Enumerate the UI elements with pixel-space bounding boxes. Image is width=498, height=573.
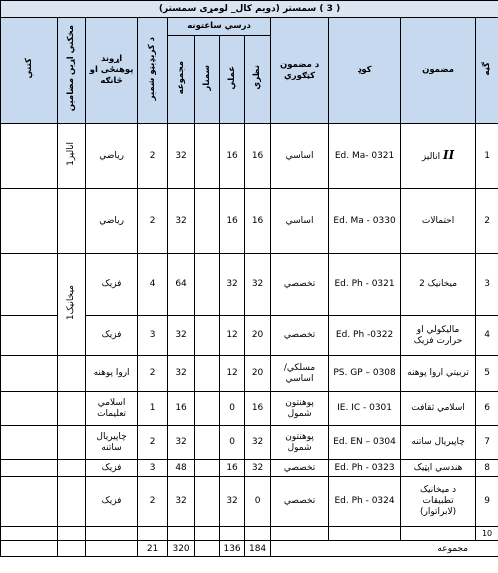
row-num: 4 [476,316,498,356]
header-theory: نظري [245,36,271,124]
totals-practical: 136 [220,541,245,557]
row-num: 10 [476,527,498,541]
subject-roman: II [442,147,455,162]
header-subject: مضمون [401,18,476,124]
header-total: مجموعه [168,36,195,124]
row-practical: 0 [220,392,245,426]
row-theory: 20 [245,356,271,392]
row-theory: 20 [245,316,271,356]
row-num: 7 [476,426,498,460]
row-total: 32 [168,356,195,392]
totals-notes [1,541,58,557]
row-type: مسلکي/ اساسي [271,356,329,392]
row-seminar [195,477,220,527]
row-prereq [58,460,86,477]
header-prereq: مخکني اړین مضامین [58,18,86,124]
header-practical: عملي [220,36,245,124]
row-theory: 32 [245,460,271,477]
row-notes [1,460,58,477]
row-subject: میخانیک 2 [401,254,476,316]
row-theory: 0 [245,477,271,527]
table-row [1,527,498,541]
row-code: Ed. Ph - 0323 [329,460,401,477]
row-credit: 2 [138,426,168,460]
header-dept: اړوند پوهنځی او څانګه [86,18,138,124]
row-dept: چاپیریال ساتنه [86,426,138,460]
row-dept: رياضي [86,189,138,254]
row-notes [1,316,58,356]
table-row [1,460,498,477]
row-seminar [195,392,220,426]
row-prereq [58,189,86,254]
row-theory: 16 [245,189,271,254]
row-dept: فزیک [86,254,138,316]
row-code: PS. GP – 0308 [329,356,401,392]
row-notes [1,392,58,426]
row-practical: 0 [220,426,245,460]
header-notes: کتنې [1,18,58,124]
row-credit: 2 [138,356,168,392]
row-seminar [195,124,220,189]
totals-credit: 21 [138,541,168,557]
row-seminar [195,527,220,541]
row-total: 32 [168,124,195,189]
row-dept: فزیک [86,477,138,527]
table-row [1,254,498,316]
table-row [1,189,498,254]
totals-row [1,541,498,557]
row-total [168,527,195,541]
row-code: Ed. Ph -0322 [329,316,401,356]
header-type: د مضمون کټګوري [271,18,329,124]
row-prereq [58,426,86,460]
row-credit: 2 [138,189,168,254]
row-practical [220,527,245,541]
row-practical: 12 [220,316,245,356]
row-prereq: میخانیک1 [58,254,86,356]
row-dept: فزیک [86,460,138,477]
row-total: 32 [168,477,195,527]
header-hours-group: درسي ساعتونه [168,18,271,36]
row-total: 32 [168,316,195,356]
row-dept: رياضي [86,124,138,189]
row-type: تخصصي [271,477,329,527]
row-code: Ed. Ma - 0330 [329,189,401,254]
row-seminar [195,356,220,392]
row-subject: احتمالات [401,189,476,254]
row-credit: 1 [138,392,168,426]
totals-prereq [58,541,86,557]
row-notes [1,426,58,460]
row-type: پوهنتون شمول [271,392,329,426]
row-notes [1,477,58,527]
row-credit: 2 [138,477,168,527]
row-prereq [58,477,86,527]
row-seminar [195,316,220,356]
row-code: IE. IC - 0301 [329,392,401,426]
row-credit: 3 [138,460,168,477]
header-num: گڼه [476,18,498,124]
header-seminar: سمنار [195,36,220,124]
row-subject: چاپیریال ساتنه [401,426,476,460]
row-num: 1 [476,124,498,189]
row-theory [245,527,271,541]
row-credit: 3 [138,316,168,356]
row-type: تخصصي [271,316,329,356]
row-type: اساسي [271,124,329,189]
row-dept [86,527,138,541]
table-row [1,426,498,460]
row-credit: 4 [138,254,168,316]
row-theory: 32 [245,254,271,316]
row-notes [1,527,58,541]
row-code: Ed. Ma- 0321 [329,124,401,189]
totals-dept [86,541,138,557]
row-num: 8 [476,460,498,477]
row-type: تخصصي [271,460,329,477]
row-total: 16 [168,392,195,426]
row-theory: 16 [245,392,271,426]
row-theory: 32 [245,426,271,460]
row-code: Ed. Ph - 0324 [329,477,401,527]
table-row [1,124,498,189]
row-credit [138,527,168,541]
row-prereq: انالیز1 [58,124,86,189]
row-subject: II انالیز [401,124,476,189]
row-practical: 12 [220,356,245,392]
row-code [329,527,401,541]
header-code: کوډ [329,18,401,124]
row-code: Ed. EN – 0304 [329,426,401,460]
row-dept: فزیک [86,316,138,356]
row-theory: 16 [245,124,271,189]
row-subject: د میخانیک تطبيقات (لابراتوار) [401,477,476,527]
row-subject: مالیکولي او حرارت فزیک [401,316,476,356]
row-seminar [195,460,220,477]
row-notes [1,189,58,254]
row-type: پوهنتون شمول [271,426,329,460]
row-seminar [195,426,220,460]
row-practical: 32 [220,254,245,316]
row-num: 2 [476,189,498,254]
header-credit: د کریډیټو شمیر [138,18,168,124]
totals-total: 320 [168,541,195,557]
row-notes [1,254,58,316]
row-subject: تربيتي اروا پوهنه [401,356,476,392]
row-seminar [195,189,220,254]
row-subject: هندسي اپټيک [401,460,476,477]
row-type: اساسي [271,189,329,254]
row-practical: 16 [220,124,245,189]
row-total: 32 [168,189,195,254]
row-num: 3 [476,254,498,316]
row-notes [1,124,58,189]
totals-seminar [195,541,220,557]
totals-theory: 184 [245,541,271,557]
row-type: تخصصي [271,254,329,316]
row-prereq [58,527,86,541]
semester-title: ( 3 ) سمستر (دویم کال_ لومړی سمستر) [1,1,498,18]
row-subject [401,527,476,541]
totals-label: مجموعه [271,541,498,557]
row-practical: 16 [220,189,245,254]
row-type [271,527,329,541]
row-num: 9 [476,477,498,527]
row-credit: 2 [138,124,168,189]
row-prereq [58,392,86,426]
row-total: 32 [168,426,195,460]
row-prereq [58,356,86,392]
table-row [1,392,498,426]
row-total: 64 [168,254,195,316]
row-num: 5 [476,356,498,392]
table-row [1,356,498,392]
row-code: Ed. Ph - 0321 [329,254,401,316]
row-dept: اروا پوهنه [86,356,138,392]
row-practical: 16 [220,460,245,477]
row-num: 6 [476,392,498,426]
row-total: 48 [168,460,195,477]
row-notes [1,356,58,392]
table-row [1,477,498,527]
row-seminar [195,254,220,316]
row-practical: 32 [220,477,245,527]
row-dept: اسلامي تعلیمات [86,392,138,426]
row-subject: اسلامي ثقافت [401,392,476,426]
